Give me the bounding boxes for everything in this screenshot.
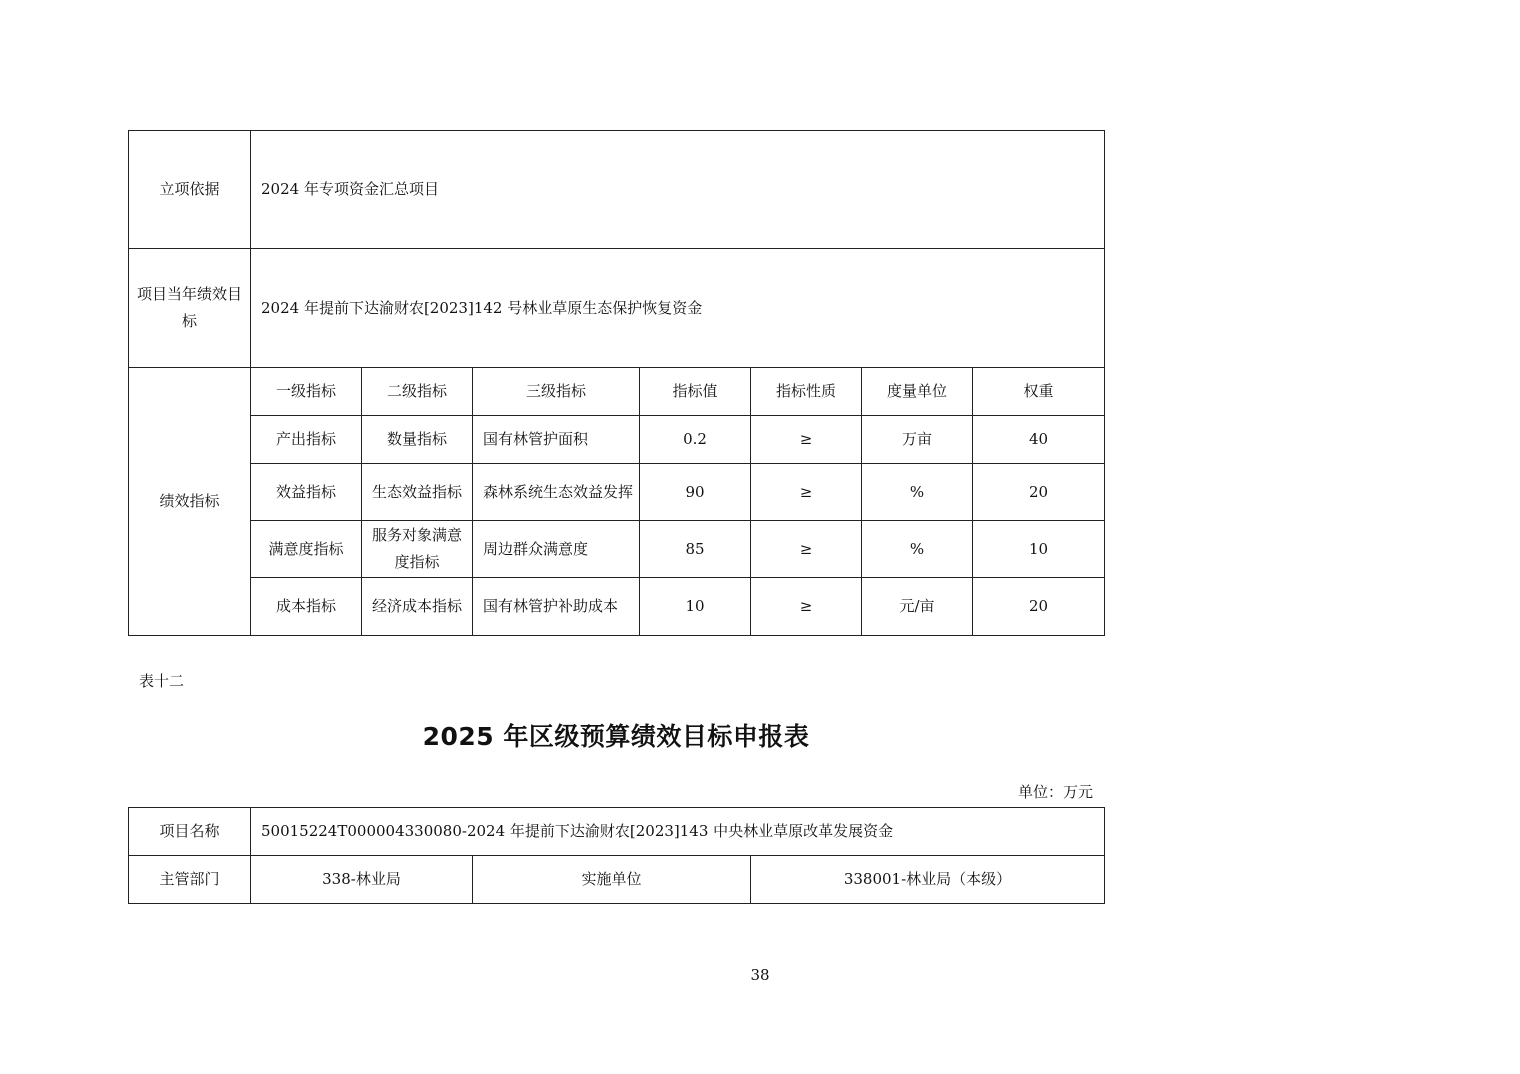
nature-cell: ≥ xyxy=(751,464,862,521)
level1-cell: 成本指标 xyxy=(251,578,362,636)
header-value: 指标值 xyxy=(640,368,751,416)
level2-cell: 经济成本指标 xyxy=(362,578,473,636)
project-name-value: 50015224T000004330080-2024 年提前下达渝财农[2023]143 中央林业草原改革发展资金 xyxy=(251,808,1105,856)
basis-value: 2024 年专项资金汇总项目 xyxy=(251,131,1105,249)
basis-row xyxy=(129,131,1105,249)
weight-cell: 20 xyxy=(973,578,1105,636)
level1-cell: 产出指标 xyxy=(251,416,362,464)
unit-cell: % xyxy=(862,521,973,578)
project-name-row xyxy=(129,808,1105,856)
department-label: 主管部门 xyxy=(129,856,251,904)
value-cell: 10 xyxy=(640,578,751,636)
level3-cell: 国有林管护补助成本 xyxy=(473,578,640,636)
goal-label: 项目当年绩效目标 xyxy=(129,249,251,368)
implementing-unit-value: 338001-林业局（本级） xyxy=(751,856,1105,904)
project-name-label: 项目名称 xyxy=(129,808,251,856)
table-row xyxy=(129,578,1105,636)
value-cell: 85 xyxy=(640,521,751,578)
performance-target-table xyxy=(128,130,1105,636)
unit-cell: 万亩 xyxy=(862,416,973,464)
level2-cell: 生态效益指标 xyxy=(362,464,473,521)
level3-cell: 国有林管护面积 xyxy=(473,416,640,464)
header-level2: 二级指标 xyxy=(362,368,473,416)
implementing-unit-label: 实施单位 xyxy=(473,856,751,904)
nature-cell: ≥ xyxy=(751,416,862,464)
indicator-header-row xyxy=(129,368,1105,416)
level2-cell: 数量指标 xyxy=(362,416,473,464)
page-number: 38 xyxy=(750,966,770,984)
weight-cell: 40 xyxy=(973,416,1105,464)
value-cell: 0.2 xyxy=(640,416,751,464)
indicators-label: 绩效指标 xyxy=(129,368,251,636)
nature-cell: ≥ xyxy=(751,521,862,578)
header-unit: 度量单位 xyxy=(862,368,973,416)
nature-cell: ≥ xyxy=(751,578,862,636)
level1-cell: 效益指标 xyxy=(251,464,362,521)
unit-label: 单位：万元 xyxy=(1017,783,1093,801)
unit-cell: 元/亩 xyxy=(862,578,973,636)
level3-cell: 森林系统生态效益发挥 xyxy=(473,464,640,521)
level3-cell: 周边群众满意度 xyxy=(473,521,640,578)
table-row xyxy=(129,416,1105,464)
header-level1: 一级指标 xyxy=(251,368,362,416)
table-row xyxy=(129,464,1105,521)
goal-value: 2024 年提前下达渝财农[2023]142 号林业草原生态保护恢复资金 xyxy=(251,249,1105,368)
table-row xyxy=(129,521,1105,578)
weight-cell: 20 xyxy=(973,464,1105,521)
level2-cell: 服务对象满意度指标 xyxy=(362,521,473,578)
table-number: 表十二 xyxy=(139,672,185,690)
document-title: 2025 年区级预算绩效目标申报表 xyxy=(422,722,810,751)
goal-row xyxy=(129,249,1105,368)
department-value: 338-林业局 xyxy=(251,856,473,904)
department-row xyxy=(129,856,1105,904)
budget-declaration-table xyxy=(128,807,1105,904)
value-cell: 90 xyxy=(640,464,751,521)
unit-cell: % xyxy=(862,464,973,521)
header-weight: 权重 xyxy=(973,368,1105,416)
level1-cell: 满意度指标 xyxy=(251,521,362,578)
header-level3: 三级指标 xyxy=(473,368,640,416)
weight-cell: 10 xyxy=(973,521,1105,578)
basis-label: 立项依据 xyxy=(129,131,251,249)
header-nature: 指标性质 xyxy=(751,368,862,416)
